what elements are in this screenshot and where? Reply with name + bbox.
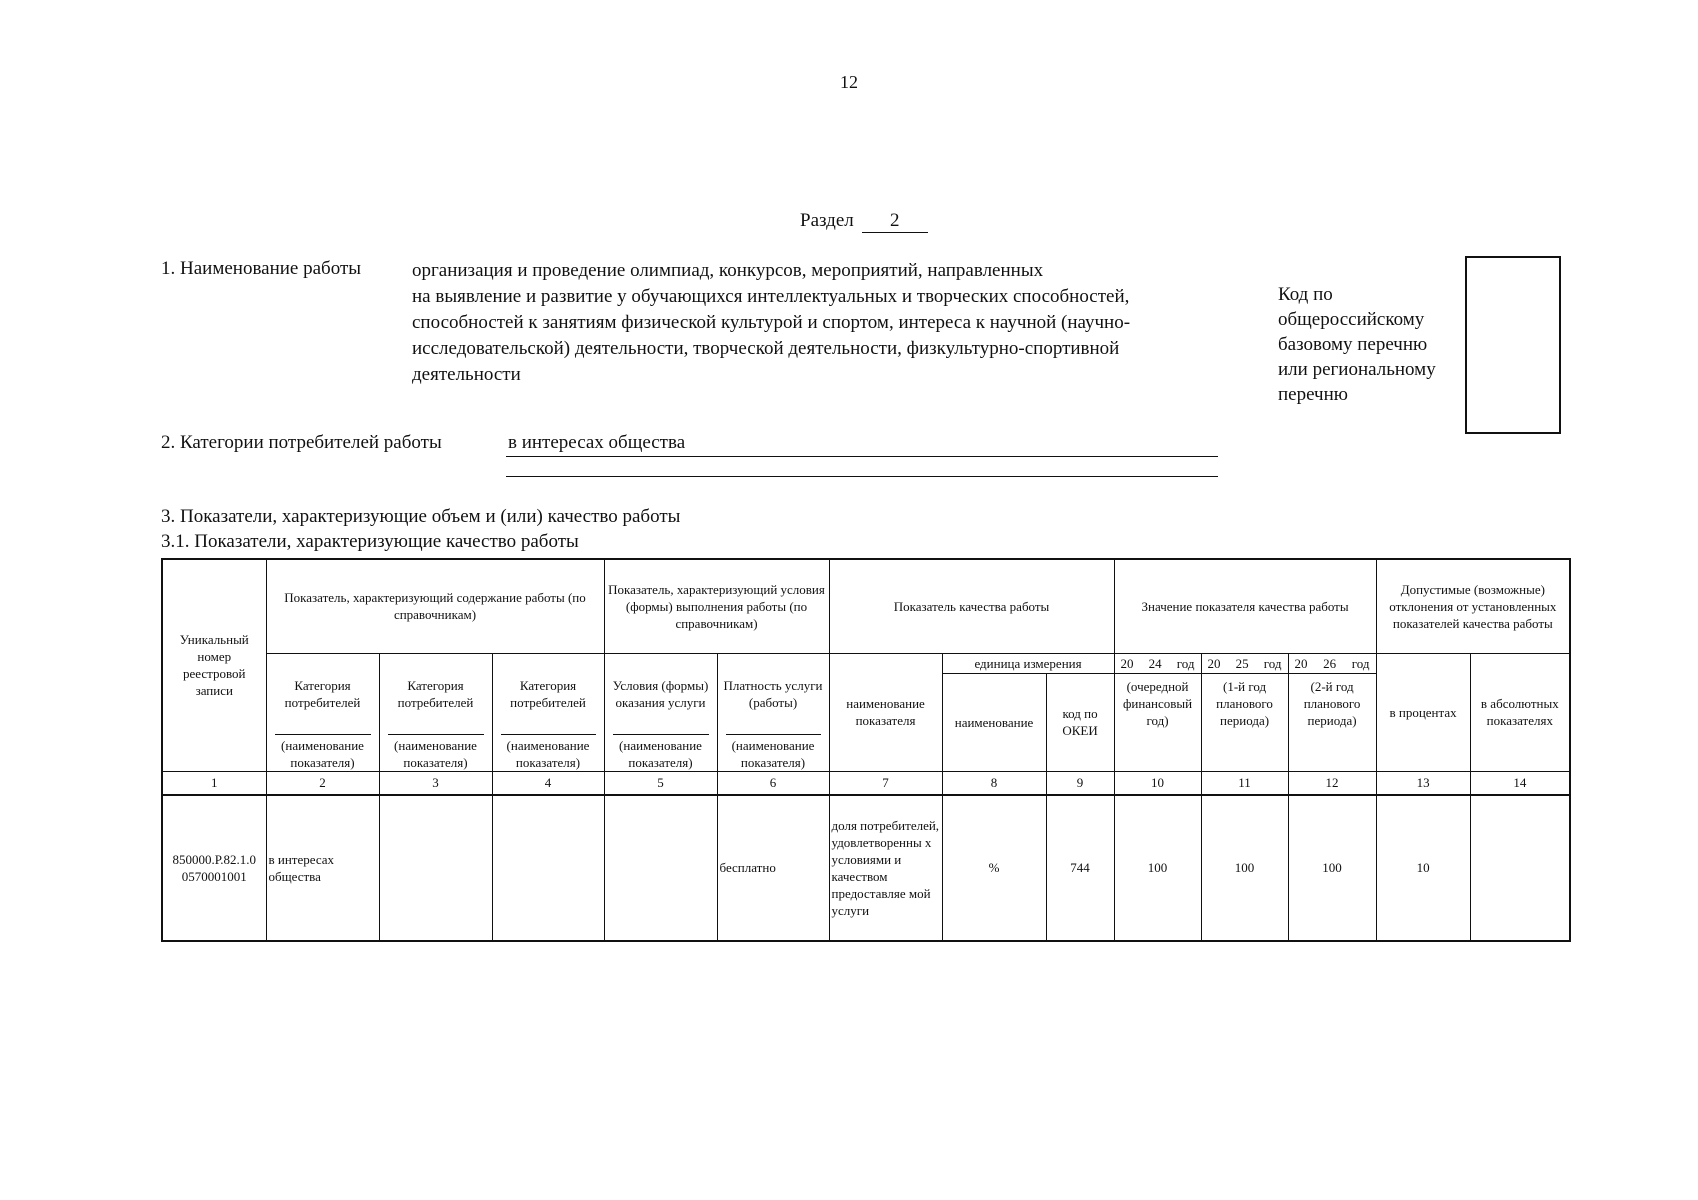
header-unique-number: Уникальный номер реестровой записи — [162, 559, 266, 771]
section-number: 2 — [862, 210, 928, 233]
column-number: 5 — [604, 771, 717, 795]
category-label: Категория потребителей — [397, 677, 474, 710]
year-word: год — [1351, 655, 1370, 671]
header-percent: в процентах — [1376, 653, 1470, 771]
indicator-name-hint: (наименование показателя) — [388, 734, 484, 771]
quality-table — [161, 558, 1571, 942]
header-category-1 — [266, 653, 379, 771]
header-indicator-name: наименование показателя — [829, 653, 942, 771]
work-name-line: деятельности — [412, 364, 521, 385]
year-prefix: 20 — [1207, 655, 1221, 671]
cell-indicator-name: доля потребителей, удовлетворенны х условиями и качеством предоставляе мой услуги — [829, 795, 942, 942]
cell-payment: бесплатно — [717, 795, 829, 942]
column-number: 12 — [1288, 771, 1376, 795]
cell-empty — [379, 795, 492, 942]
column-number: 3 — [379, 771, 492, 795]
page-number: 12 — [840, 72, 858, 92]
indicator-name-hint: (наименование показателя) — [613, 734, 709, 771]
column-number: 13 — [1376, 771, 1470, 795]
cell-value-2024: 100 — [1114, 795, 1201, 942]
header-category-3 — [492, 653, 604, 771]
header-quality-indicator: Показатель качества работы — [829, 559, 1114, 653]
indicator-name-hint: (наименование показателя) — [501, 734, 596, 771]
cell-unit: % — [942, 795, 1046, 942]
indicator-name-hint: (наименование показателя) — [275, 734, 371, 771]
consumers-label: 2. Категории потребителей работы — [161, 432, 442, 453]
consumers-value: в интересах общества — [506, 432, 1218, 457]
header-conditions-indicator: Показатель, характеризующий условия (формы) выполнения работы (по справочникам) — [604, 559, 829, 653]
cell-deviation-percent: 10 — [1376, 795, 1470, 942]
column-number: 14 — [1470, 771, 1570, 795]
year-suffix: 26 — [1323, 655, 1337, 671]
indicators-heading: 3. Показатели, характеризующие объем и (или) качество работы — [161, 506, 681, 527]
cell-empty — [604, 795, 717, 942]
consumers-blank-line — [506, 476, 1218, 477]
column-number: 4 — [492, 771, 604, 795]
cell-value-2025: 100 — [1201, 795, 1288, 942]
header-conditions-form — [604, 653, 717, 771]
registry-code-box[interactable] — [1465, 256, 1561, 434]
header-absolute: в абсолютных показателях — [1470, 653, 1570, 771]
code-label-line: общероссийскому — [1278, 309, 1425, 330]
header-year-2025 — [1201, 653, 1288, 673]
work-name-line: исследовательской) деятельности, творческой деятельности, физкультурно-спортивной — [412, 338, 1120, 359]
year-prefix: 20 — [1120, 655, 1134, 671]
cell-value-2026: 100 — [1288, 795, 1376, 942]
cell-okei: 744 — [1046, 795, 1114, 942]
work-name-line: способностей к занятиям физической культурой и спортом, интереса к научной (научно- — [412, 312, 1131, 333]
work-name-value — [412, 258, 1130, 388]
cell-empty — [492, 795, 604, 942]
section-title — [800, 210, 928, 233]
table-row — [162, 795, 1570, 942]
column-number: 11 — [1201, 771, 1288, 795]
header-payment — [717, 653, 829, 771]
column-number: 10 — [1114, 771, 1201, 795]
payment-label: Платность услуги (работы) — [723, 677, 823, 710]
conditions-form-label: Условия (формы) оказания услуги — [612, 677, 709, 710]
column-number: 2 — [266, 771, 379, 795]
work-name-line: организация и проведение олимпиад, конкурсов, мероприятий, направленных — [412, 260, 1044, 281]
header-unit-name: наименование — [942, 673, 1046, 771]
cell-category: в интересах общества — [266, 795, 379, 942]
column-number: 9 — [1046, 771, 1114, 795]
section-label: Раздел — [800, 210, 854, 231]
column-number: 8 — [942, 771, 1046, 795]
year-word: год — [1263, 655, 1282, 671]
code-label-line: перечню — [1278, 384, 1348, 405]
year-suffix: 24 — [1148, 655, 1162, 671]
registry-code-label — [1278, 282, 1436, 407]
code-label-line: Код по — [1278, 284, 1333, 305]
quality-heading: 3.1. Показатели, характеризующие качество работы — [161, 531, 579, 552]
work-name-label: 1. Наименование работы — [161, 258, 362, 279]
header-year-2025-desc: (1-й год планового периода) — [1201, 673, 1288, 771]
column-number: 1 — [162, 771, 266, 795]
cell-registry-number: 850000.Р.82.1.0 0570001001 — [162, 795, 266, 942]
header-year-2026 — [1288, 653, 1376, 673]
category-label: Категория потребителей — [510, 677, 586, 710]
work-name-line: на выявление и развитие у обучающихся интеллектуальных и творческих способностей, — [412, 286, 1130, 307]
code-label-line: базовому перечню — [1278, 334, 1428, 355]
header-year-2024 — [1114, 653, 1201, 673]
header-year-2026-desc: (2-й год планового периода) — [1288, 673, 1376, 771]
header-content-indicator: Показатель, характеризующий содержание работы (по справочникам) — [266, 559, 604, 653]
indicator-name-hint: (наименование показателя) — [726, 734, 821, 771]
header-okei-code: код по ОКЕИ — [1046, 673, 1114, 771]
code-label-line: или региональному — [1278, 359, 1436, 380]
year-word: год — [1176, 655, 1195, 671]
cell-deviation-absolute — [1470, 795, 1570, 942]
header-quality-value: Значение показателя качества работы — [1114, 559, 1376, 653]
category-label: Категория потребителей — [284, 677, 361, 710]
year-suffix: 25 — [1235, 655, 1249, 671]
header-category-2 — [379, 653, 492, 771]
column-number: 7 — [829, 771, 942, 795]
header-unit: единица измерения — [942, 653, 1114, 673]
year-prefix: 20 — [1294, 655, 1308, 671]
header-year-2024-desc: (очередной финансовый год) — [1114, 673, 1201, 771]
header-deviation: Допустимые (возможные) отклонения от установленных показателей качества работы — [1376, 559, 1570, 653]
column-number: 6 — [717, 771, 829, 795]
